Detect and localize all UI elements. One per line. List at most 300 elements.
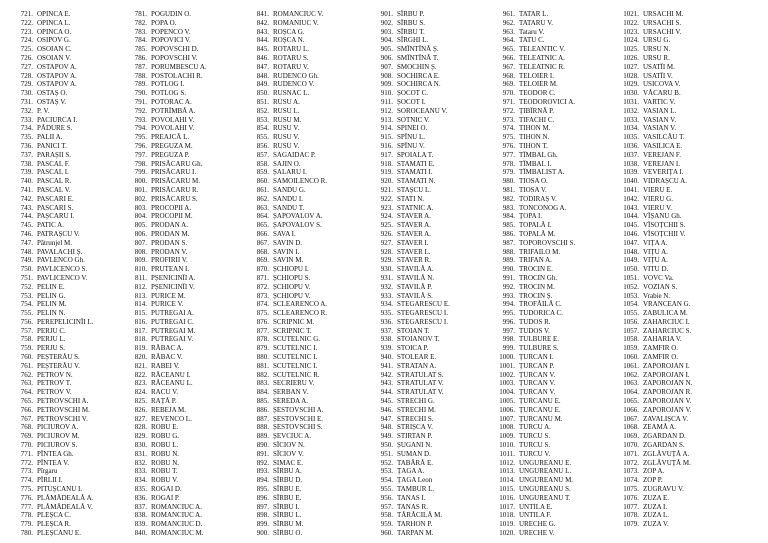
- entry-name: SCUTELNIC I.: [273, 361, 318, 370]
- entry-name: UNGUREANU T.: [519, 493, 571, 502]
- entry-name: ȚURCAN I.: [519, 353, 554, 362]
- entry-name: STAVER R.: [397, 256, 431, 265]
- list-entry: [0, 248, 125, 257]
- list-entry: [482, 265, 607, 274]
- entry-name: SCRIPNIC M.: [273, 317, 315, 326]
- list-entry: [236, 441, 361, 450]
- list-entry: [114, 327, 239, 336]
- entry-name: ROBU T.: [151, 467, 178, 476]
- entry-name: URSU R.: [643, 53, 670, 62]
- entry-number: 829.: [134, 432, 147, 441]
- list-entry: [482, 292, 607, 301]
- list-entry: [0, 239, 125, 248]
- entry-number: 947.: [380, 414, 393, 423]
- entry-number: 888.: [256, 423, 269, 432]
- entry-number: 884.: [256, 388, 269, 397]
- entry-name: PELIN G.: [37, 291, 66, 300]
- entry-name: SÎRBU P.: [397, 10, 425, 18]
- entry-name: ZEAMĂ A.: [643, 423, 677, 432]
- entry-name: UNGUREANU M.: [519, 476, 574, 485]
- list-entry: [236, 494, 361, 503]
- entry-name: STAVER A.: [397, 212, 431, 221]
- entry-number: 971.: [502, 97, 515, 106]
- list-column: [606, 10, 731, 529]
- entry-name: PACIURCA I.: [37, 115, 78, 124]
- entry-number: 962.: [502, 18, 515, 27]
- list-entry: [482, 107, 607, 116]
- list-entry: [0, 212, 125, 221]
- list-entry: [236, 36, 361, 45]
- list-entry: [114, 98, 239, 107]
- entry-number: 765.: [20, 397, 33, 406]
- entry-name: TÎMBAL Gh.: [519, 150, 558, 159]
- entry-name: ZGARDAN S.: [643, 441, 685, 450]
- list-entry: [482, 212, 607, 221]
- entry-name: VOVC Va.: [643, 273, 674, 282]
- entry-name: UNGUREANU S.: [519, 485, 571, 494]
- entry-name: TIOSA O.: [519, 177, 548, 186]
- entry-number: 955.: [380, 485, 393, 494]
- list-entry: [236, 459, 361, 468]
- list-entry: [360, 54, 485, 63]
- entry-name: SÎRBU T.: [397, 27, 425, 36]
- entry-name: ZGLĂVUȚĂ A.: [643, 449, 690, 458]
- entry-name: PȘENICINÎI A.: [151, 273, 196, 282]
- list-entry: [482, 80, 607, 89]
- entry-name: SÎRBU S.: [397, 18, 426, 27]
- entry-name: PASCARI S.: [37, 203, 74, 212]
- entry-name: SAVIN D.: [273, 238, 303, 247]
- entry-name: ZUZA V.: [643, 520, 669, 529]
- entry-number: 788.: [134, 71, 147, 80]
- list-entry: [482, 503, 607, 512]
- list-entry: [236, 520, 361, 529]
- list-entry: [114, 379, 239, 388]
- entry-number: 1035.: [623, 133, 639, 142]
- entry-number: 785.: [134, 45, 147, 54]
- entry-number: 948.: [380, 423, 393, 432]
- entry-number: 731.: [20, 97, 33, 106]
- entry-number: 808.: [134, 247, 147, 256]
- entry-name: USATÎI M.: [643, 62, 675, 71]
- entry-name: TONCONOG A.: [519, 203, 567, 212]
- list-entry: [236, 116, 361, 125]
- entry-name: PÎRLII I.: [37, 476, 63, 485]
- entry-number: 819.: [134, 344, 147, 353]
- entry-name: PÎNTEA V.: [37, 458, 70, 467]
- entry-number: 739.: [20, 168, 33, 177]
- entry-number: 870.: [256, 265, 269, 274]
- entry-name: ȘERBAN V.: [273, 388, 309, 397]
- list-entry: [236, 406, 361, 415]
- list-entry: [0, 379, 125, 388]
- entry-number: 795.: [134, 133, 147, 142]
- list-entry: [236, 371, 361, 380]
- entry-number: 834.: [134, 476, 147, 485]
- list-entry: [606, 98, 731, 107]
- entry-name: PLEȘCA R.: [37, 520, 71, 529]
- entry-name: STOLEAR E.: [397, 353, 437, 362]
- entry-number: 978.: [502, 159, 515, 168]
- entry-number: 863.: [256, 203, 269, 212]
- entry-number: 896.: [256, 493, 269, 502]
- entry-number: 1042.: [623, 194, 639, 203]
- entry-name: PELIN M.: [37, 300, 67, 309]
- entry-number: 995.: [502, 309, 515, 318]
- entry-number: 1014.: [499, 476, 515, 485]
- entry-number: 836.: [134, 493, 147, 502]
- list-entry: [0, 204, 125, 213]
- entry-number: 724.: [20, 36, 33, 45]
- list-entry: [482, 388, 607, 397]
- entry-name: SMOCHIN Ș.: [397, 62, 437, 71]
- entry-name: STOIAN T.: [397, 326, 430, 335]
- list-entry: [236, 423, 361, 432]
- list-entry: [482, 371, 607, 380]
- entry-number: 935.: [380, 309, 393, 318]
- entry-number: 850.: [256, 89, 269, 98]
- entry-number: 818.: [134, 335, 147, 344]
- entry-number: 764.: [20, 388, 33, 397]
- entry-name: STEGARESCU I.: [397, 317, 448, 326]
- entry-name: VIȚA A.: [643, 238, 668, 247]
- entry-name: URECHE V.: [519, 529, 555, 538]
- entry-number: 1008.: [499, 423, 515, 432]
- entry-number: 900.: [256, 529, 269, 538]
- list-entry: [0, 362, 125, 371]
- list-entry: [606, 300, 731, 309]
- list-entry: [236, 344, 361, 353]
- list-entry: [0, 309, 125, 318]
- entry-name: POPOVICI V.: [151, 36, 191, 45]
- list-entry: [360, 283, 485, 292]
- list-entry: [114, 283, 239, 292]
- entry-name: ZOP A.: [643, 467, 665, 476]
- entry-number: 1045.: [623, 221, 639, 230]
- list-entry: [606, 344, 731, 353]
- entry-name: RACU V.: [151, 388, 178, 397]
- list-entry: [360, 256, 485, 265]
- entry-number: 934.: [380, 300, 393, 309]
- list-entry: [606, 388, 731, 397]
- entry-number: 805.: [134, 221, 147, 230]
- list-entry: [482, 529, 607, 538]
- entry-name: OPINCA L.: [37, 18, 71, 27]
- list-entry: [482, 511, 607, 520]
- list-column: [360, 10, 485, 538]
- list-entry: [236, 19, 361, 28]
- entry-number: 814.: [134, 300, 147, 309]
- list-entry: [606, 124, 731, 133]
- list-entry: [0, 168, 125, 177]
- entry-number: 958.: [380, 511, 393, 520]
- list-entry: [360, 397, 485, 406]
- list-entry: [114, 309, 239, 318]
- list-entry: [114, 133, 239, 142]
- list-entry: [236, 195, 361, 204]
- list-entry: [482, 362, 607, 371]
- entry-name: TURCU S.: [519, 441, 551, 450]
- entry-name: TRIFAILO M.: [519, 247, 561, 256]
- list-entry: [236, 160, 361, 169]
- entry-name: Pătrunjel M.: [37, 238, 72, 247]
- entry-name: ROMANCIUC A.: [151, 511, 202, 520]
- entry-name: SÎRBU I.: [273, 502, 300, 511]
- list-entry: [482, 142, 607, 151]
- entry-number: 1039.: [623, 168, 639, 177]
- entry-number: 853.: [256, 115, 269, 124]
- list-entry: [0, 186, 125, 195]
- list-entry: [360, 300, 485, 309]
- entry-name: ȚAGA Leon: [397, 476, 433, 485]
- list-entry: [236, 142, 361, 151]
- list-entry: [360, 344, 485, 353]
- entry-name: ROBU V.: [151, 476, 178, 485]
- entry-name: ȚURCANU M.: [519, 414, 563, 423]
- entry-number: 1013.: [499, 467, 515, 476]
- entry-number: 950.: [380, 441, 393, 450]
- entry-name: USICOVA V.: [643, 80, 681, 89]
- entry-number: 733.: [20, 115, 33, 124]
- list-column: [482, 10, 607, 538]
- list-entry: [606, 379, 731, 388]
- entry-name: TOPOROVSCHI S.: [519, 238, 576, 247]
- entry-name: SANDU G.: [273, 185, 306, 194]
- entry-name: PAVLICENCO S.: [37, 265, 88, 274]
- entry-name: SÎCIOV V.: [273, 449, 304, 458]
- entry-number: 1062.: [623, 370, 639, 379]
- entry-name: SAVA I.: [273, 229, 296, 238]
- entry-name: RUSU V.: [273, 133, 300, 142]
- entry-name: TEODOR C.: [519, 89, 556, 98]
- entry-name: ROBU N.: [151, 449, 180, 458]
- list-entry: [482, 309, 607, 318]
- entry-number: 1060.: [623, 353, 639, 362]
- entry-name: PICIUROV A.: [37, 423, 79, 432]
- list-entry: [0, 300, 125, 309]
- list-entry: [114, 353, 239, 362]
- list-entry: [606, 133, 731, 142]
- entry-number: 1022.: [623, 18, 639, 27]
- entry-name: PERJU L.: [37, 335, 66, 344]
- entry-name: PURICE M.: [151, 291, 186, 300]
- entry-number: 928.: [380, 247, 393, 256]
- list-entry: [0, 511, 125, 520]
- entry-name: SOTNIC V.: [397, 115, 430, 124]
- list-entry: [0, 423, 125, 432]
- entry-name: VÎȘANU Gh.: [643, 212, 682, 221]
- entry-name: TÎMBAL I.: [519, 159, 552, 168]
- list-entry: [360, 467, 485, 476]
- entry-number: 988.: [502, 247, 515, 256]
- entry-name: PUTREGAI V.: [151, 335, 194, 344]
- list-entry: [482, 485, 607, 494]
- list-entry: [114, 494, 239, 503]
- list-entry: [114, 423, 239, 432]
- entry-name: POVOLAHI V.: [151, 115, 195, 124]
- entry-name: PRISĂCARU I.: [151, 168, 197, 177]
- entry-name: POVOLAHI V.: [151, 124, 195, 133]
- list-entry: [0, 344, 125, 353]
- list-entry: [606, 292, 731, 301]
- entry-number: 867.: [256, 238, 269, 247]
- list-entry: [360, 362, 485, 371]
- entry-name: ZUZA L.: [643, 511, 670, 520]
- entry-number: 1015.: [499, 485, 515, 494]
- list-entry: [236, 80, 361, 89]
- list-entry: [236, 300, 361, 309]
- entry-number: 840.: [134, 529, 147, 538]
- entry-number: 797.: [134, 150, 147, 159]
- entry-number: 852.: [256, 106, 269, 115]
- entry-number: 1027.: [623, 62, 639, 71]
- list-entry: [360, 212, 485, 221]
- entry-name: SPÎNU L.: [397, 133, 426, 142]
- entry-name: STOICA P.: [397, 344, 429, 353]
- list-entry: [606, 353, 731, 362]
- entry-name: TATU C.: [519, 36, 545, 45]
- entry-number: 908.: [380, 71, 393, 80]
- list-entry: [360, 423, 485, 432]
- entry-name: SCRIPNIC T.: [273, 326, 312, 335]
- entry-name: VITU D.: [643, 265, 669, 274]
- entry-name: STATNIC A.: [397, 203, 434, 212]
- entry-name: ROBU L.: [151, 441, 179, 450]
- entry-name: Pîrgaru: [37, 467, 58, 476]
- list-entry: [360, 292, 485, 301]
- entry-name: ȘESTOVSCHI S.: [273, 423, 323, 432]
- entry-number: 767.: [20, 414, 33, 423]
- list-entry: [0, 54, 125, 63]
- entry-number: 842.: [256, 18, 269, 27]
- list-entry: [236, 265, 361, 274]
- entry-number: 753.: [20, 291, 33, 300]
- entry-name: ROTARU L.: [273, 45, 309, 54]
- list-entry: [114, 151, 239, 160]
- entry-number: 969.: [502, 80, 515, 89]
- entry-name: TODIRAȘ V.: [519, 194, 557, 203]
- entry-number: 973.: [502, 115, 515, 124]
- entry-number: 729.: [20, 80, 33, 89]
- entry-name: TROCIN Gh.: [519, 273, 558, 282]
- entry-number: 893.: [256, 467, 269, 476]
- entry-number: 970.: [502, 89, 515, 98]
- list-entry: [482, 450, 607, 459]
- entry-name: TIOSA V.: [519, 185, 547, 194]
- entry-number: 773.: [20, 467, 33, 476]
- entry-number: 1018.: [499, 511, 515, 520]
- list-entry: [0, 151, 125, 160]
- list-entry: [482, 423, 607, 432]
- entry-number: 877.: [256, 326, 269, 335]
- entry-number: 994.: [502, 300, 515, 309]
- entry-name: RUSU V.: [273, 141, 300, 150]
- entry-number: 976.: [502, 141, 515, 150]
- entry-number: 861.: [256, 185, 269, 194]
- list-entry: [0, 89, 125, 98]
- entry-name: TIHON M.: [519, 124, 551, 133]
- entry-name: TULBURE E.: [519, 335, 560, 344]
- list-entry: [606, 441, 731, 450]
- list-entry: [482, 335, 607, 344]
- entry-name: PLEȘCA C.: [37, 511, 71, 520]
- list-entry: [360, 63, 485, 72]
- list-entry: [0, 230, 125, 239]
- entry-number: 879.: [256, 344, 269, 353]
- list-entry: [606, 212, 731, 221]
- list-entry: [482, 327, 607, 336]
- list-entry: [482, 274, 607, 283]
- list-entry: [360, 133, 485, 142]
- list-entry: [114, 265, 239, 274]
- entry-number: 1003.: [499, 379, 515, 388]
- list-entry: [606, 80, 731, 89]
- entry-number: 930.: [380, 265, 393, 274]
- entry-number: 821.: [134, 361, 147, 370]
- entry-name: URSU N.: [643, 45, 671, 54]
- entry-number: 960.: [380, 529, 393, 538]
- entry-name: SÎRBU E.: [273, 493, 302, 502]
- entry-number: 838.: [134, 511, 147, 520]
- list-entry: [482, 432, 607, 441]
- list-entry: [482, 133, 607, 142]
- entry-number: 991.: [502, 273, 515, 282]
- entry-name: PETROVSCHI A.: [37, 397, 89, 406]
- list-entry: [0, 160, 125, 169]
- entry-name: RABEI V.: [151, 361, 180, 370]
- entry-name: RUSU A.: [273, 97, 300, 106]
- entry-name: PICIUROV S.: [37, 441, 78, 450]
- entry-name: SPOIALA T.: [397, 150, 434, 159]
- entry-number: 789.: [134, 80, 147, 89]
- entry-name: OSTAPOV A.: [37, 80, 77, 89]
- entry-number: 1044.: [623, 212, 639, 221]
- list-entry: [360, 379, 485, 388]
- list-entry: [0, 107, 125, 116]
- list-entry: [0, 63, 125, 72]
- entry-name: VIERU G.: [643, 194, 673, 203]
- list-entry: [360, 248, 485, 257]
- entry-number: 1074.: [623, 476, 639, 485]
- list-entry: [606, 309, 731, 318]
- list-entry: [482, 221, 607, 230]
- entry-name: PAVLICENCO V.: [37, 273, 88, 282]
- entry-name: STEGARESCU I.: [397, 309, 448, 318]
- list-entry: [236, 28, 361, 37]
- list-entry: [606, 239, 731, 248]
- list-entry: [114, 397, 239, 406]
- list-entry: [482, 89, 607, 98]
- entry-number: 924.: [380, 212, 393, 221]
- list-entry: [606, 274, 731, 283]
- entry-number: 892.: [256, 458, 269, 467]
- list-entry: [114, 54, 239, 63]
- list-entry: [114, 239, 239, 248]
- list-entry: [606, 406, 731, 415]
- entry-name: OSTAPOV A.: [37, 62, 77, 71]
- entry-number: 913.: [380, 115, 393, 124]
- entry-name: STAVILĂ S.: [397, 291, 433, 300]
- entry-name: SCUTELNIC G.: [273, 335, 321, 344]
- entry-number: 986.: [502, 229, 515, 238]
- entry-name: ȘOCOT I.: [397, 97, 426, 106]
- list-entry: [0, 494, 125, 503]
- entry-number: 1048.: [623, 247, 639, 256]
- entry-number: 949.: [380, 432, 393, 441]
- list-entry: [360, 406, 485, 415]
- entry-number: 910.: [380, 89, 393, 98]
- entry-name: PETROVSCHI M.: [37, 405, 90, 414]
